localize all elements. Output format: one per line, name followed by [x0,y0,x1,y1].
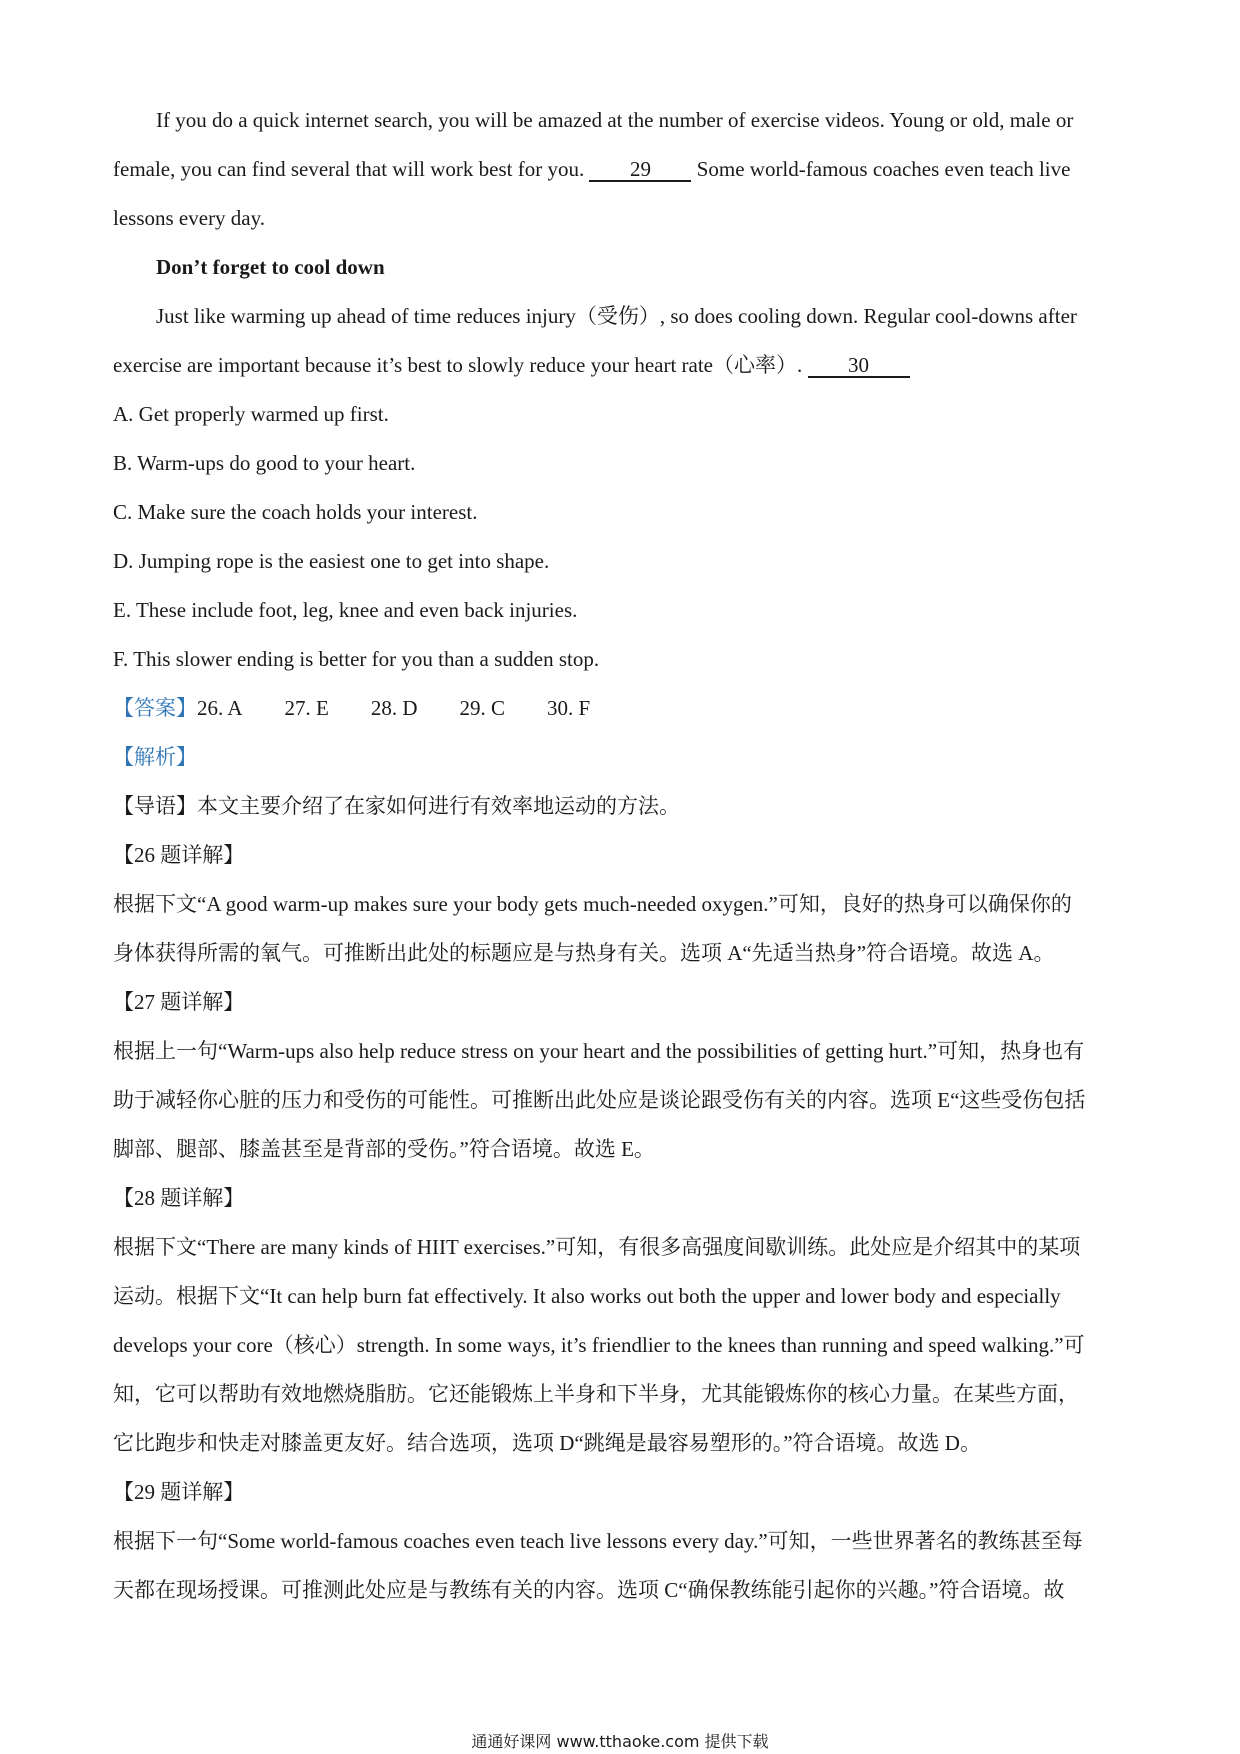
passage-line: If you do a quick internet search, you will be amazed at the number of exercise videos. Young or old, male or [156,108,1074,132]
answer-tag: 【答案】 [113,696,197,720]
analysis-tag: 【解析】 [113,745,197,769]
analysis-line: 根据下一句“Some world-famous coaches even teach live lessons every day.”可知，一些世界著名的教练甚至每 [113,1529,1083,1553]
analysis-line: develops your core（核心）strength. In some ways, it’s friendlier to the knees than running and speed walking.”可 [113,1333,1085,1357]
analysis-line: 天都在现场授课。可推测此处应是与教练有关的内容。选项 C“确保教练能引起你的兴趣。”符合语境。故 [113,1578,1065,1602]
option-d: D. Jumping rope is the easiest one to get into shape. [113,549,550,573]
analysis-line: 它比跑步和快走对膝盖更友好。结合选项，选项 D“跳绳是最容易塑形的。”符合语境。故选 D。 [113,1431,981,1455]
passage-line: lessons every day. [113,206,266,230]
document-page [113,96,1125,1615]
analysis-intro: 【导语】本文主要介绍了在家如何进行有效率地运动的方法。 [113,794,680,818]
passage-line [113,341,1125,390]
passage-text: exercise are important because it’s best to slowly reduce your heart rate（心率）. [113,353,808,377]
answer-item: 29. C [459,696,506,720]
analysis-line: 知，它可以帮助有效地燃烧脂肪。它还能锻炼上半身和下半身，尤其能锻炼你的核心力量。在某些方面， [113,1382,1079,1406]
answer-item: 27. E [284,696,329,720]
answer-item: 28. D [370,696,418,720]
analysis-line: 身体获得所需的氧气。可推断出此处的标题应是与热身有关。选项 A“先适当热身”符合语境。故选 A。 [113,941,1055,965]
page-footer: 通通好课网 www.tthaoke.com 提供下载 [471,1732,769,1751]
blank-30: 30 [808,355,910,378]
section-heading: Don’t forget to cool down [156,255,385,279]
answer-item: 30. F [547,696,591,720]
answer-item: 26. A [197,696,243,720]
answer-row [113,684,1125,733]
analysis-line: 根据上一句“Warm-ups also help reduce stress on your heart and the possibilities of getting hurt.”可知，热身也有 [113,1039,1085,1063]
analysis-line: 根据下文“A good warm-up makes sure your body gets much-needed oxygen.”可知，良好的热身可以确保你的 [113,892,1072,916]
q26-title: 【26 题详解】 [113,843,245,867]
analysis-line: 根据下文“There are many kinds of HIIT exercises.”可知，有很多高强度间歇训练。此处应是介绍其中的某项 [113,1235,1081,1259]
option-e: E. These include foot, leg, knee and even back injuries. [113,598,578,622]
option-c: C. Make sure the coach holds your interest. [113,500,478,524]
q27-title: 【27 题详解】 [113,990,245,1014]
option-a: A. Get properly warmed up first. [113,402,389,426]
q29-title: 【29 题详解】 [113,1480,245,1504]
option-f: F. This slower ending is better for you than a sudden stop. [113,647,600,671]
analysis-line: 助于减轻你心脏的压力和受伤的可能性。可推断出此处应是谈论跟受伤有关的内容。选项 E“这些受伤包括 [113,1088,1086,1112]
passage-text: Some world-famous coaches even teach live [691,157,1071,181]
option-b: B. Warm-ups do good to your heart. [113,451,416,475]
passage-line: Just like warming up ahead of time reduces injury（受伤）, so does cooling down. Regular cool-downs after [156,304,1077,328]
passage-text: female, you can find several that will work best for you. [113,157,590,181]
analysis-line: 脚部、腿部、膝盖甚至是背部的受伤。”符合语境。故选 E。 [113,1137,655,1161]
q28-title: 【28 题详解】 [113,1186,245,1210]
passage-line [113,145,1125,194]
analysis-line: 运动。根据下文“It can help burn fat effectively. It also works out both the upper and lower body and especially [113,1284,1061,1308]
blank-29: 29 [589,159,691,182]
